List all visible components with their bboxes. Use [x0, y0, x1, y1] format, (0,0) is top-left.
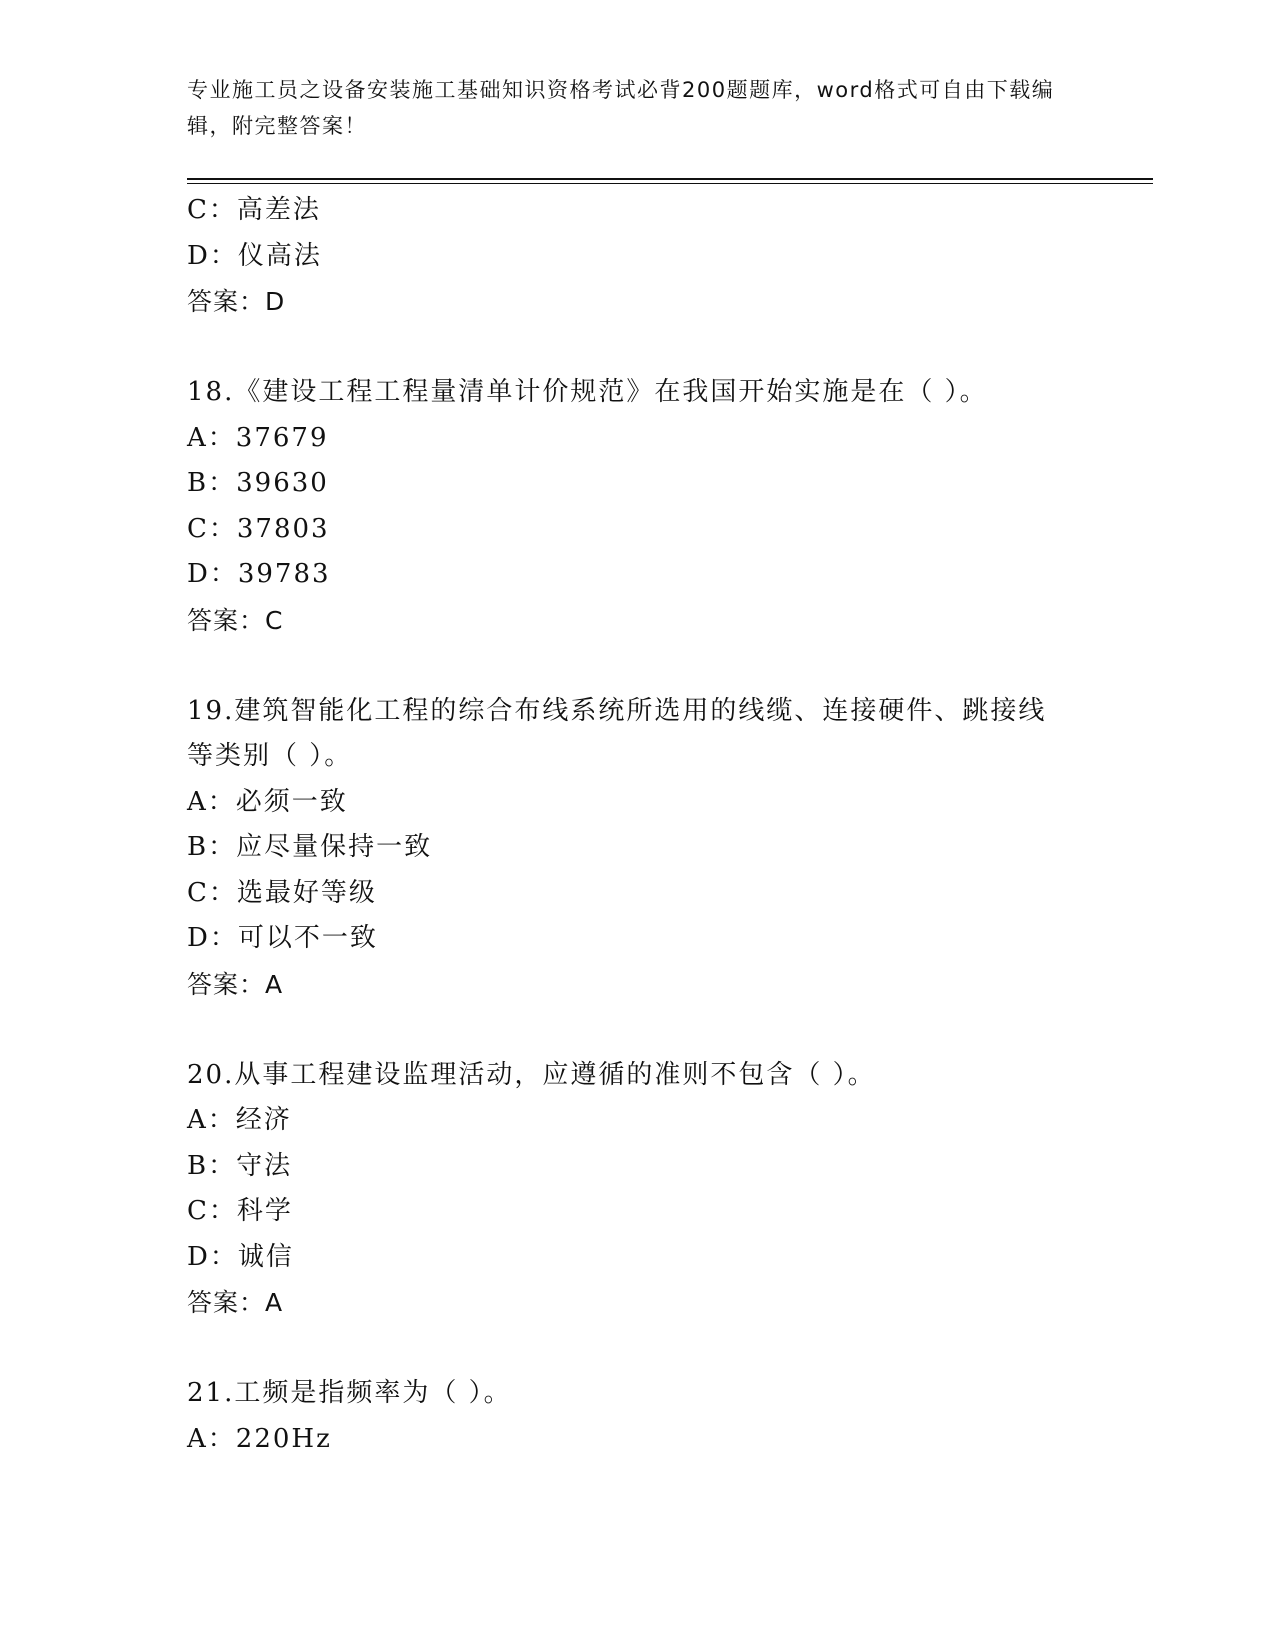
question-stem: 18.《建设工程工程量清单计价规范》在我国开始实施是在（ ）。: [187, 377, 988, 407]
question-block-17-continued: [187, 188, 1087, 325]
answer-line: 答案：D: [187, 287, 286, 316]
question-stem: 19.建筑智能化工程的综合布线系统所选用的线缆、连接硬件、跳接线等类别（ ）。: [187, 695, 1047, 771]
answer-line: 答案：A: [187, 1288, 284, 1317]
option-b: B：守法: [187, 1150, 293, 1181]
header-divider-thin: [187, 183, 1153, 184]
question-block-18: [187, 370, 1087, 643]
option-c: C：科学: [187, 1196, 293, 1226]
answer-line: 答案：C: [187, 605, 284, 635]
option-d: D：诚信: [187, 1241, 294, 1272]
question-block-20: [187, 1053, 1087, 1326]
option-a: A：220Hz: [187, 1423, 332, 1454]
answer-line: 答案：A: [187, 969, 284, 999]
option-a: A：必须一致: [187, 786, 348, 817]
option-c: C：选最好等级: [187, 877, 377, 908]
question-list: [187, 188, 1087, 1462]
option-d: D：仪高法: [187, 240, 322, 271]
document-header-title: 专业施工员之设备安装施工基础知识资格考试必背200题题库，word格式可自由下载编辑，附完整答案！: [187, 78, 1055, 138]
option-a: A：37679: [187, 422, 329, 453]
question-stem: 20.从事工程建设监理活动，应遵循的准则不包含（ ）。: [187, 1059, 876, 1090]
option-b: B：39630: [187, 468, 329, 498]
option-c: C：37803: [187, 513, 330, 544]
header-divider-thick: [187, 178, 1153, 180]
option-b: B：应尽量保持一致: [187, 832, 433, 862]
option-a: A：经济: [187, 1105, 292, 1135]
option-d: D：39783: [187, 559, 331, 589]
question-block-21: [187, 1371, 1087, 1462]
question-stem: 21.工频是指频率为（ ）。: [187, 1378, 512, 1408]
option-c: C：高差法: [187, 195, 321, 225]
question-block-19: [187, 689, 1087, 1008]
option-d: D：可以不一致: [187, 923, 378, 953]
